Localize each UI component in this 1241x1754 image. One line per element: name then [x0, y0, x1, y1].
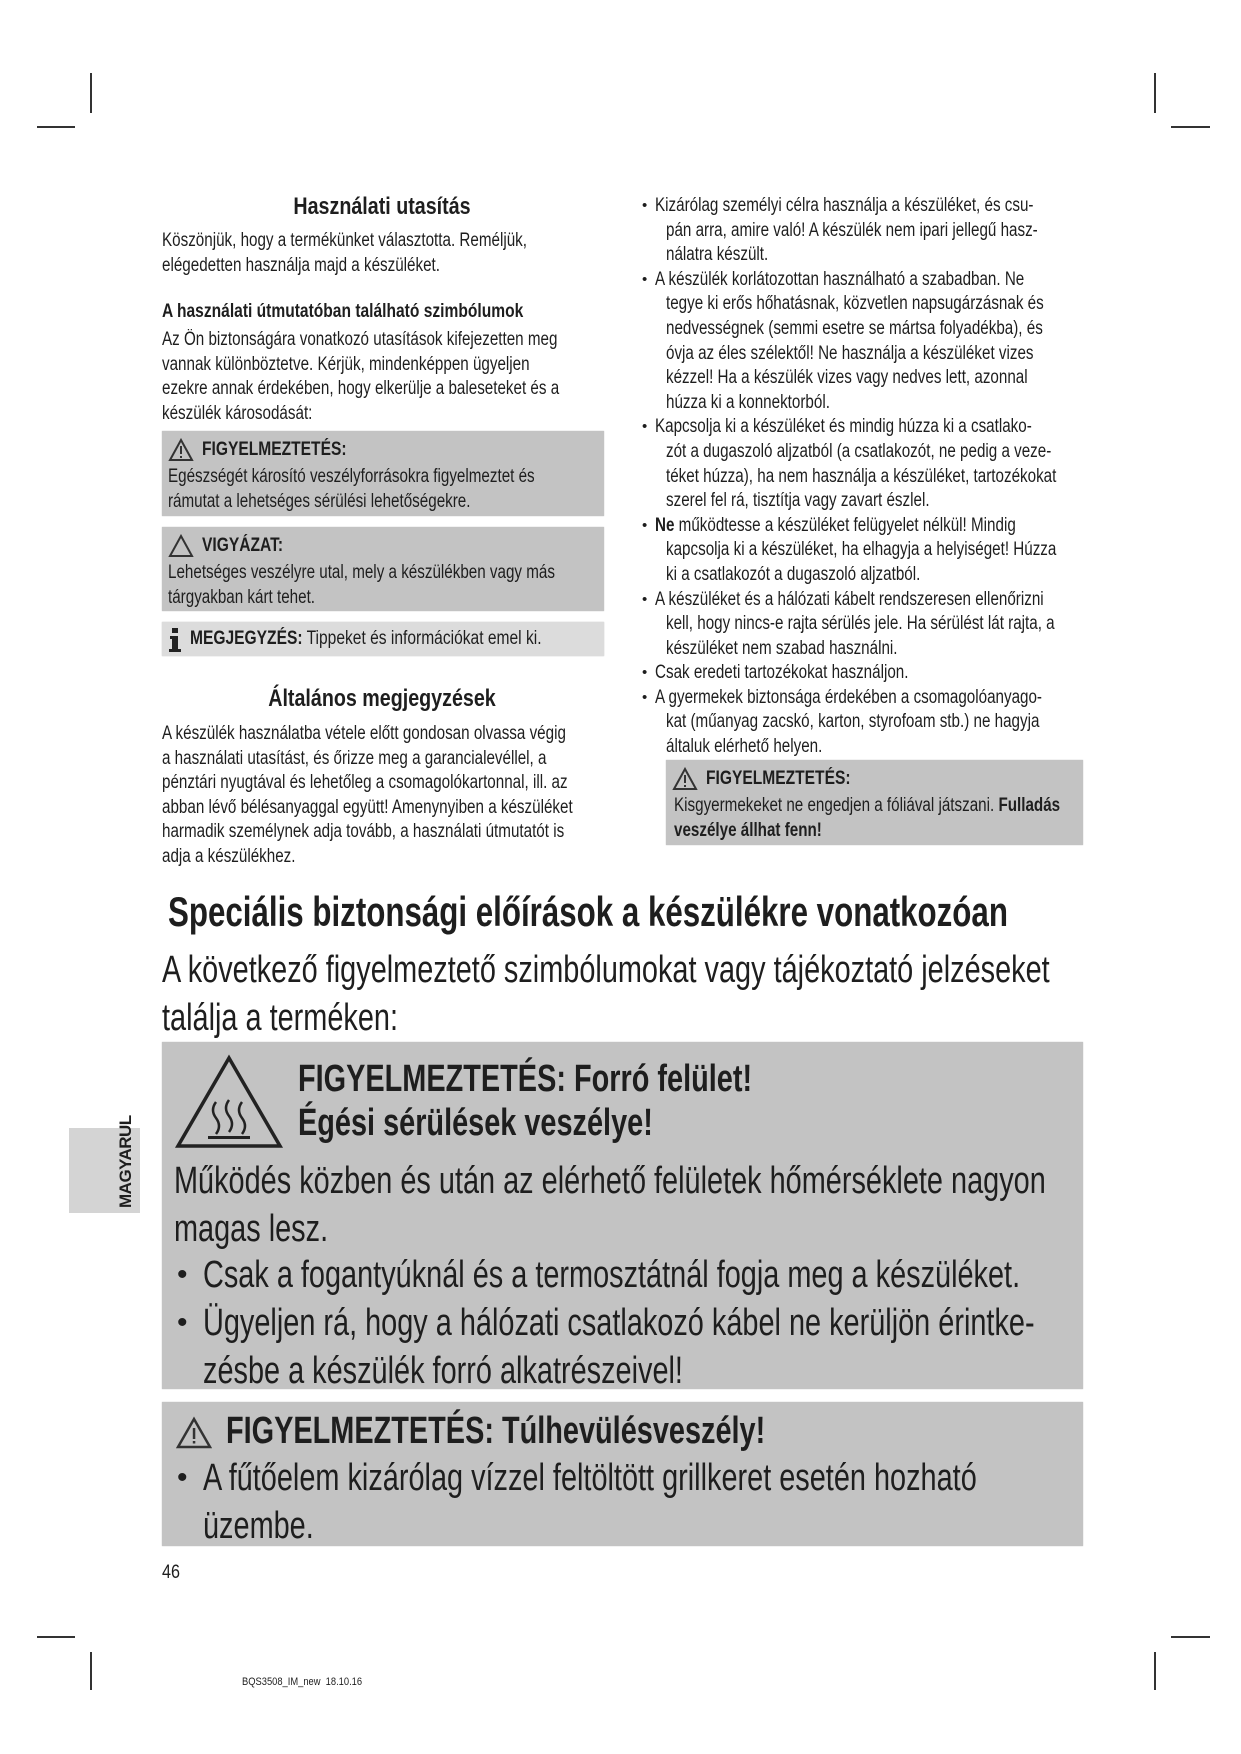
warning-triangle-icon [176, 1416, 212, 1450]
hot-surface-box [162, 1042, 1083, 1392]
warning-label: FIGYELMEZTETÉS: [706, 768, 851, 789]
language-tab [69, 1115, 140, 1213]
text-line: abban lévő bélésanyaggal együtt! Amenynyiben a készüléket [162, 796, 573, 818]
overheat-bullets [177, 1454, 1221, 1550]
text-line: magas lesz. [174, 1208, 329, 1250]
warning-triangle-icon [168, 438, 194, 462]
text-line: ezekre annak érdekében, hogy elkerülje a baleseteket és a [162, 378, 560, 400]
children-warning-box [666, 760, 1083, 845]
text-line: szerel fel rá, tisztítja vagy zavart észlel. [666, 490, 930, 512]
text-line: A készülék használatba vétele előtt gondosan olvassa végig [162, 723, 566, 744]
overheat-box [162, 1402, 1083, 1546]
general-heading: Általános megjegyzések [268, 685, 496, 712]
bullet-item [177, 1251, 1241, 1299]
bullet-icon: • [177, 1306, 188, 1339]
text-line: Az Ön biztonságára vonatkozó utasítások kifejezetten meg [162, 329, 558, 350]
text-line: vannak különböztetve. Kérjük, mindenképpen ügyeljen [162, 353, 530, 375]
text-line: nedvességnek (semmi esetre se mártsa folyadékba), és [666, 317, 1043, 339]
bullet-icon: • [642, 270, 648, 288]
text-line: Kizárólag személyi célra használja a készüléket, és csu- [655, 195, 1034, 216]
text-line: üzembe. [203, 1505, 314, 1547]
warning-triangle-icon [672, 767, 698, 791]
crop-mark [37, 126, 75, 128]
text-line: Ügyeljen rá, hogy a hálózati csatlakozó kábel ne kerüljön érintke- [203, 1302, 1035, 1344]
bullet-item [177, 1454, 1221, 1550]
bullet-icon: • [642, 418, 648, 436]
bullet-icon: • [177, 1258, 188, 1291]
bullet-icon: • [642, 688, 648, 706]
crop-mark [1171, 1636, 1210, 1638]
text-line: harmadik személynek adja tovább, a használati útmutatót is [162, 821, 565, 843]
bullet-icon: • [642, 664, 648, 682]
note-label: MEGJEGYZÉS: [190, 628, 303, 649]
special-heading: Speciális biztonsági előírások a készülékre vonatkozóan [168, 888, 1008, 935]
text-segment: Kisgyermekeket ne engedjen a fóliával játszani. [674, 795, 999, 816]
text-line: a használati utasítást, és őrizze meg a garancialevéllel, a [162, 747, 547, 769]
text-line: téket húzza), ha nem használja a készüléket, tartozékokat [666, 465, 1057, 487]
text-line: készülék károsodását: [162, 402, 313, 424]
text-line: találja a terméken: [162, 997, 398, 1039]
text-line: Köszönjük, hogy a termékünket választotta. Reméljük, [162, 230, 527, 251]
safety-bullet-list [642, 194, 1154, 760]
warning-box [162, 431, 604, 516]
text-line: elégedetten használja majd a készüléket. [162, 254, 441, 276]
hot-surface-title: FIGYELMEZTETÉS: Forró felület! [298, 1058, 753, 1100]
crop-mark [90, 73, 92, 113]
children-warning-text [674, 794, 1157, 843]
caution-box [162, 527, 604, 611]
text-segment: veszélye állhat fenn! [674, 819, 822, 841]
caution-text [168, 561, 652, 610]
text-line: Működés közben és után az elérhető felületek hőmérséklete nagyon [174, 1160, 1046, 1202]
text-line: készüléket nem szabad használni. [666, 637, 898, 659]
footer-file-info: BQS3508_IM_new 18.10.16 [242, 1676, 363, 1688]
page-number: 46 [162, 1562, 180, 1583]
text-line: kell, hogy nincs-e rajta sérülés jele. Ha sérülést lát rajta, a [666, 613, 1055, 635]
note-box [162, 622, 604, 656]
bullet-item [642, 268, 1154, 416]
text-line: pénztári nyugtával és lehetőleg a csomagolókartonnal, ill. az [162, 772, 568, 794]
text-line: kapcsolja ki a készüléket, ha elhagyja a helyiséget! Húzza [666, 539, 1057, 561]
section-title: Használati utasítás [293, 193, 471, 220]
burn-risk-title: Égési sérülések veszélye! [298, 1102, 653, 1144]
text-line [674, 819, 1060, 844]
overheat-title: FIGYELMEZTETÉS: Túlhevülésveszély! [226, 1410, 766, 1452]
bullet-icon: • [642, 516, 648, 534]
text-line [674, 794, 1060, 819]
symbols-paragraph [162, 328, 658, 426]
text-line: ki a csatlakozót a dugaszoló aljzatból. [666, 563, 921, 585]
text-line: Csak a fogantyúknál és a termosztátnál fogja meg a készüléket. [203, 1254, 1021, 1296]
text-line: A fűtőelem kizárólag vízzel feltöltött grillkeret esetén hozható [203, 1457, 977, 1499]
bullet-item [642, 415, 1154, 513]
info-icon [168, 628, 182, 652]
bullet-icon: • [642, 197, 648, 214]
text-line: zésbe a készülék forró alkatrészeivel! [203, 1350, 683, 1392]
caution-label: VIGYÁZAT: [202, 535, 284, 556]
text-segment: Fulladás [998, 795, 1061, 816]
text-line: tegye ki erős hőhatásnak, közvetlen napsugárzásnak és [666, 293, 1044, 315]
bullet-item [642, 686, 1154, 760]
bullet-item [177, 1299, 1241, 1395]
bullet-item [642, 588, 1154, 662]
text-line: húzza ki a konnektorból. [666, 391, 830, 413]
text-line: Egészségét károsító veszélyforrásokra figyelmeztet és [168, 466, 535, 487]
text-segment: Ne [655, 514, 675, 536]
text-line: pán arra, amire való! A készülék nem ipari jellegű hasz- [666, 219, 1038, 241]
crop-mark [37, 1636, 75, 1638]
warning-text [168, 465, 626, 514]
crop-mark [90, 1652, 92, 1690]
text-line: adja a készülékhez. [162, 845, 296, 867]
bullet-item [642, 661, 1154, 686]
bullet-item [642, 514, 1154, 588]
text-line: általuk elérhető helyen. [666, 736, 823, 758]
hot-surface-icon [174, 1054, 284, 1150]
crop-mark [1171, 126, 1210, 128]
text-line: Kapcsolja ki a készüléket és mindig húzza ki a csatlako- [655, 416, 1032, 438]
caution-triangle-icon [168, 534, 194, 558]
text-line: rámutat a lehetséges sérülési lehetőségekre. [168, 490, 471, 512]
general-paragraph [162, 722, 675, 870]
text-line: Csak eredeti tartozékokat használjon. [655, 662, 909, 684]
bullet-icon: • [642, 590, 648, 608]
text-line: nálatra készült. [666, 244, 769, 266]
symbols-heading: A használati útmutatóban található szimbólumok [162, 301, 524, 322]
text-line: kézzel! Ha a készülék vizes vagy nedves lett, azonnal [666, 367, 1028, 389]
text-line: zót a dugaszoló aljzatból (a csatlakozót, ne pedig a veze- [666, 440, 1052, 462]
bullet-item [642, 194, 1154, 268]
special-intro [162, 946, 1241, 1042]
text-line: óvja az éles szélektől! Ne használja a készüléket vizes [666, 342, 1034, 364]
crop-mark [1154, 73, 1156, 113]
hot-surface-bullets [177, 1251, 1241, 1395]
text-line: Lehetséges veszélyre utal, mely a készülékben vagy más [168, 562, 555, 583]
text-line: A készülék korlátozottan használható a szabadban. Ne [655, 268, 1025, 290]
text-line: tárgyakban kárt tehet. [168, 586, 316, 608]
warning-label: FIGYELMEZTETÉS: [202, 439, 347, 460]
language-tab-label: MAGYARUL [116, 1115, 135, 1208]
note-text: Tippeket és információkat emel ki. [306, 628, 542, 649]
text-line: A készüléket és a hálózati kábelt rendszeresen ellenőrizni [655, 588, 1044, 610]
crop-mark [1154, 1652, 1156, 1690]
text-line: kat (műanyag zacskó, karton, styrofoam stb.) ne hagyja [666, 711, 1040, 733]
text-line: A következő figyelmeztető szimbólumokat vagy tájékoztató jelzéseket [162, 949, 1050, 991]
intro-paragraph [162, 229, 618, 278]
text-line: A gyermekek biztonsága érdekében a csomagolóanyago- [655, 686, 1042, 708]
bullet-icon: • [177, 1461, 188, 1494]
text-segment: működtesse a készüléket felügyelet nélkül! Mindig [674, 514, 1016, 536]
hot-surface-text [174, 1157, 1241, 1253]
text-line [655, 514, 1054, 539]
